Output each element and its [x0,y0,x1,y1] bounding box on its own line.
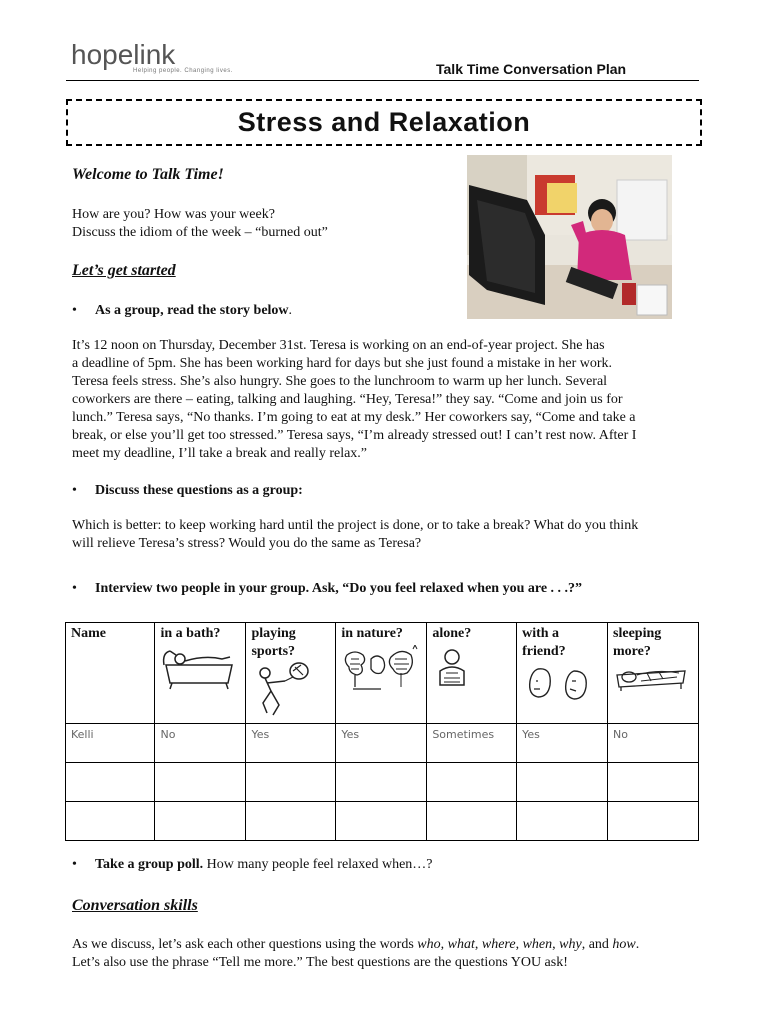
bathtub-sketch-icon [160,645,238,691]
bullet-bold: Take a group poll. [95,857,204,872]
table-row [66,763,699,802]
bullet-discuss [72,482,303,500]
logo-text: hopelink [71,39,176,70]
question-line: Which is better: to keep working hard until the project is done, or to take a break? What do you think [72,518,639,533]
table-cell[interactable] [66,763,155,802]
table-cell[interactable] [427,763,517,802]
story-line: lunch.” Teresa says, “No thanks. I’m going to eat at my desk.” Her coworkers say, “Come and take a [72,410,636,425]
question-word: how [612,937,636,952]
header-label: with a [522,626,560,641]
header-cell-bath [155,623,246,724]
bullet-dot: • [72,303,77,318]
header-cell-alone [427,623,517,724]
bullet-dot: • [72,483,77,498]
header-label: sleeping [613,626,662,641]
header-cell-nature [336,623,427,724]
tennis-player-sketch-icon [251,661,321,719]
skills-text: , [440,937,448,952]
skills-line-1 [72,936,639,954]
friends-sketch-icon [522,663,594,707]
logo-tagline: Helping people. Changing lives. [133,68,233,74]
story-line: Teresa feels stress. She’s also hungry. She goes to the lunchroom to warm up her lunch. Several [72,374,608,389]
header-cell-sports [246,623,336,724]
table-cell[interactable] [608,763,699,802]
table-cell[interactable]: Yes [517,724,608,763]
table-cell[interactable] [517,802,608,841]
story-line: It’s 12 noon on Thursday, December 31st. Teresa is working on an end-of-year project. She has [72,338,605,353]
header-label: sports? [251,644,296,659]
intro-line-2: Discuss the idiom of the week – “burned out” [72,225,328,240]
question-word: when [522,937,553,952]
question-word: who [417,937,441,952]
table-cell[interactable] [517,763,608,802]
section-conversation-skills: Conversation skills [72,897,198,914]
skills-text: , [552,937,560,952]
header-label: friend? [522,644,566,659]
table-cell[interactable]: Kelli [66,724,155,763]
question-word: why [559,937,582,952]
table-cell[interactable] [427,802,517,841]
table-cell[interactable] [246,802,336,841]
table-cell[interactable]: Yes [336,724,427,763]
header-divider [66,80,699,81]
intro-line-1: How are you? How was your week? [72,207,275,222]
story-line: break, or else you’ll get too stressed.” Teresa says, “I’m already stressed out! I can’t rest now. After I [72,428,637,443]
table-cell[interactable]: Yes [246,724,336,763]
interview-table [65,622,699,841]
skills-text: , [515,937,523,952]
title-box [66,99,702,146]
hopelink-logo [71,40,175,70]
header-label: more? [613,644,651,659]
table-cell[interactable] [155,802,246,841]
office-stress-photo [467,155,672,319]
skills-text: , [474,937,482,952]
bullet-dot: • [72,857,77,872]
table-cell[interactable] [336,802,427,841]
bullet-bold: Discuss these questions as a group: [95,483,303,498]
table-cell[interactable]: Sometimes [427,724,517,763]
skills-text: As we discuss, let’s ask each other questions using the words [72,937,418,952]
skills-text: . [635,937,640,952]
table-row [66,724,699,763]
bullet-rest: . [288,303,293,318]
bullet-dot: • [72,581,77,596]
question-word: where [481,937,516,952]
table-row [66,802,699,841]
table-cell[interactable] [155,763,246,802]
bullet-group-poll [72,856,433,874]
table-cell[interactable] [608,802,699,841]
nature-sketch-icon [341,645,419,693]
sleeping-sketch-icon [613,663,689,693]
table-cell[interactable] [246,763,336,802]
table-cell[interactable]: No [155,724,246,763]
bullet-bold: As a group, read the story below [95,303,289,318]
header-cell-name [66,623,155,724]
header-cell-friend [517,623,608,724]
table-cell[interactable] [66,802,155,841]
page-title: Stress and Relaxation [237,107,531,137]
question-word: what [447,937,475,952]
header-label: alone? [432,626,472,641]
table-cell[interactable]: No [608,724,699,763]
bullet-read-story [72,302,292,320]
header-cell-sleeping [608,623,699,724]
question-line: will relieve Teresa’s stress? Would you do the same as Teresa? [72,536,422,551]
table-cell[interactable] [336,763,427,802]
header-label: in nature? [341,626,403,641]
table-header-row [66,623,699,724]
bullet-rest: How many people feel relaxed when…? [203,857,433,872]
skills-line-2: Let’s also use the phrase “Tell me more.” The best questions are the questions YOU ask! [72,955,568,970]
story-line: meet my deadline, I’ll take a break and really relax.” [72,446,368,461]
section-lets-get-started: Let’s get started [72,262,176,279]
header-label: playing [251,626,296,641]
story-line: coworkers are there – eating, talking and laughing. “Hey, Teresa!” they say. “Come and join us for [72,392,623,407]
bullet-bold: Interview two people in your group. Ask, “Do you feel relaxed when you are . . .?” [95,581,583,596]
story-line: a deadline of 5pm. She has been working hard for days but she just found a mistake in her work. [72,356,613,371]
person-alone-sketch-icon [432,645,472,689]
header-label: in a bath? [160,626,221,641]
bullet-interview [72,580,582,598]
skills-text: , and [581,937,613,952]
welcome-heading: Welcome to Talk Time! [72,166,224,183]
doc-title: Talk Time Conversation Plan [436,61,627,77]
header-label: Name [71,626,106,641]
